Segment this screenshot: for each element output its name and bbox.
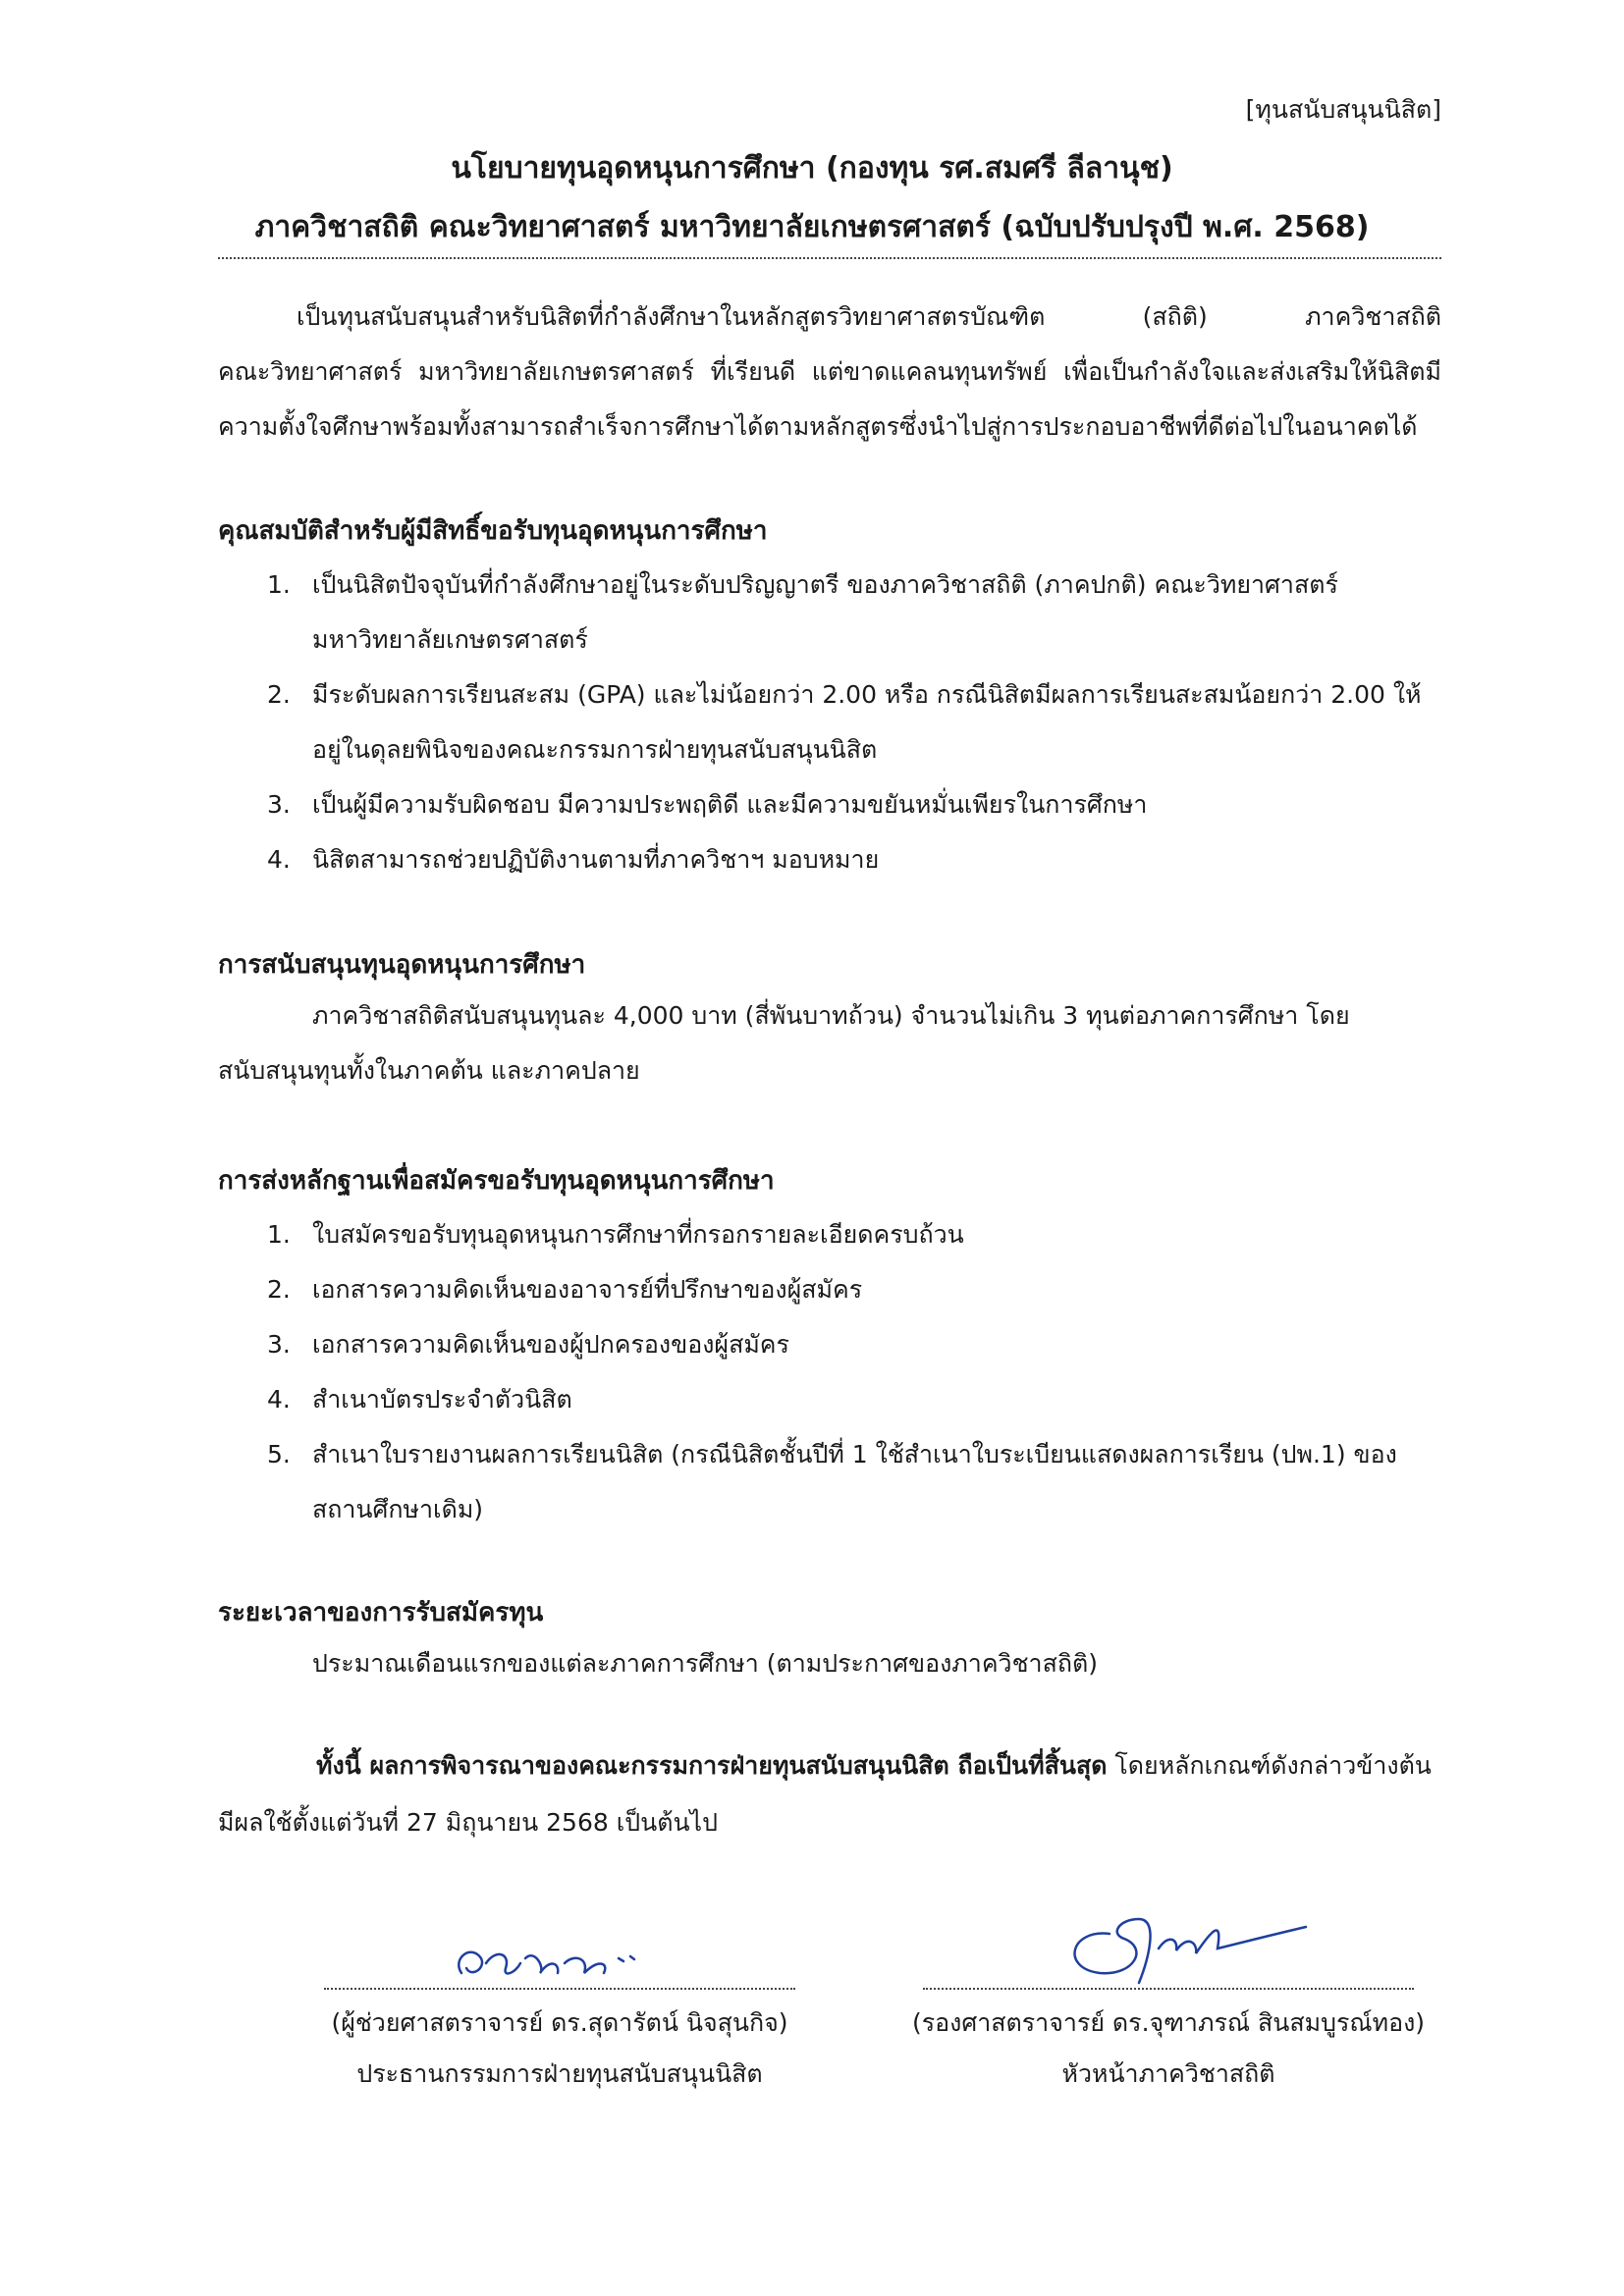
list-item-text: สำเนาบัตรประจำตัวนิสิต: [312, 1385, 572, 1414]
signature-block-head: [893, 1988, 1443, 2100]
documents-heading: การส่งหลักฐานเพื่อสมัครขอรับทุนอุดหนุนการศึกษา: [218, 1166, 775, 1196]
intro-line: เป็นทุนสนับสนุนสำหรับนิสิตที่กำลังศึกษาในหลักสูตรวิทยาศาสตรบัณฑิต (สถิติ) ภาควิชาสถิติ: [297, 302, 1441, 331]
intro-line: คณะวิทยาศาสตร์ มหาวิทยาลัยเกษตรศาสตร์ ที่เรียนดี แต่ขาดแคลนทุนทรัพย์ เพื่อเป็นกำลังใจและส่งเสริมให้นิสิตมี: [218, 357, 1441, 386]
support-text-line1: ภาควิชาสถิติสนับสนุนทุนละ 4,000 บาท (สี่พันบาทถ้วน) จำนวนไม่เกิน 3 ทุนต่อภาคการศึกษา โดย: [312, 1001, 1350, 1030]
signer-position: ประธานกรรมการฝ่ายทุนสนับสนุนนิสิต: [356, 2059, 763, 2088]
list-item-number: 2.: [267, 680, 291, 709]
list-item: [218, 1207, 1441, 1262]
closing-line2: มีผลใช้ตั้งแต่วันที่ 27 มิถุนายน 2568 เป็นต้นไป: [218, 1808, 718, 1837]
list-item-number: 1.: [267, 1220, 291, 1249]
qualifications-list: [218, 558, 1441, 887]
list-item-number: 3.: [267, 790, 291, 819]
signature-block-chair: [314, 1988, 805, 2100]
signature-line: [923, 1988, 1414, 1990]
documents-list: [218, 1207, 1441, 1537]
list-item-number: 3.: [267, 1330, 291, 1359]
signer-name: (รองศาสตราจารย์ ดร.จุฑาภรณ์ สินสมบูรณ์ทอง): [911, 2008, 1426, 2037]
list-item-text: เป็นนิสิตปัจจุบันที่กำลังศึกษาอยู่ในระดับปริญญาตรี ของภาควิชาสถิติ (ภาคปกติ) คณะวิทยาศาสตร์: [312, 570, 1338, 599]
list-item-text: เอกสารความคิดเห็นของผู้ปกครองของผู้สมัคร: [312, 1330, 789, 1359]
document-title-line1: นโยบายทุนอุดหนุนการศึกษา (กองทุน รศ.สมศรี ลีลานุช): [451, 151, 1173, 186]
closing-line1: [218, 1737, 1441, 1794]
list-item: [218, 777, 1441, 832]
list-item-text: มหาวิทยาลัยเกษตรศาสตร์: [312, 625, 588, 654]
list-item-text: นิสิตสามารถช่วยปฏิบัติงานตามที่ภาควิชาฯ มอบหมาย: [312, 845, 880, 874]
list-item: [218, 832, 1441, 887]
signer-position: หัวหน้าภาควิชาสถิติ: [1061, 2059, 1275, 2088]
list-item-text: ใบสมัครขอรับทุนอุดหนุนการศึกษาที่กรอกรายละเอียดครบถ้วน: [312, 1220, 964, 1249]
list-item-text: สำเนาใบรายงานผลการเรียนนิสิต (กรณีนิสิตชั้นปีที่ 1 ใช้สำเนาใบระเบียนแสดงผลการเรียน (ปพ.1) ของ: [312, 1440, 1397, 1468]
list-item: [218, 1317, 1441, 1372]
title-divider: [218, 257, 1441, 259]
support-heading: การสนับสนุนทุนอุดหนุนการศึกษา: [218, 950, 586, 980]
list-item: [218, 558, 1441, 667]
list-item-text: สถานศึกษาเดิม): [312, 1495, 484, 1523]
intro-paragraph: [218, 290, 1441, 454]
list-item-number: 1.: [267, 570, 291, 599]
list-item: [218, 1262, 1441, 1317]
list-item-text: เป็นผู้มีความรับผิดชอบ มีความประพฤติดี และมีความขยันหมั่นเพียรในการศึกษา: [312, 790, 1148, 819]
signer-name: (ผู้ช่วยศาสตราจารย์ ดร.สุดารัตน์ นิจสุนกิจ): [331, 2008, 788, 2037]
document-tag: [ทุนสนับสนุนนิสิต]: [1245, 95, 1441, 124]
list-item-text: อยู่ในดุลยพินิจของคณะกรรมการฝ่ายทุนสนับสนุนนิสิต: [312, 735, 878, 764]
list-item: [218, 1372, 1441, 1427]
list-item-number: 5.: [267, 1440, 291, 1468]
list-item: [218, 1427, 1441, 1537]
closing-bold-text: ทั้งนี้ ผลการพิจารณาของคณะกรรมการฝ่ายทุนสนับสนุนนิสิต ถือเป็นที่สิ้นสุด: [316, 1751, 1108, 1780]
document-title-line2: ภาควิชาสถิติ คณะวิทยาศาสตร์ มหาวิทยาลัยเกษตรศาสตร์ (ฉบับปรับปรุงปี พ.ศ. 2568): [254, 210, 1370, 244]
list-item-number: 4.: [267, 1385, 291, 1414]
period-heading: ระยะเวลาของการรับสมัครทุน: [218, 1598, 544, 1628]
period-text: ประมาณเดือนแรกของแต่ละภาคการศึกษา (ตามประกาศของภาควิชาสถิติ): [312, 1649, 1098, 1678]
list-item-text: เอกสารความคิดเห็นของอาจารย์ที่ปรึกษาของผู้สมัคร: [312, 1275, 863, 1304]
list-item: [218, 667, 1441, 777]
list-item-text: มีระดับผลการเรียนสะสม (GPA) และไม่น้อยกว่า 2.00 หรือ กรณีนิสิตมีผลการเรียนสะสมน้อยกว่า 2.00 ให้: [312, 680, 1422, 709]
intro-line: ความตั้งใจศึกษาพร้อมทั้งสามารถสำเร็จการศึกษาได้ตามหลักสูตรซึ่งนำไปสู่การประกอบอาชีพที่ดีต่อไปในอนาคตได้: [218, 412, 1418, 441]
signature-line: [324, 1988, 795, 1990]
list-item-number: 2.: [267, 1275, 291, 1304]
closing-paragraph: [218, 1737, 1441, 1851]
closing-text: โดยหลักเกณฑ์ดังกล่าวข้างต้น: [1107, 1751, 1432, 1780]
support-text-line2: สนับสนุนทุนทั้งในภาคต้น และภาคปลาย: [218, 1056, 640, 1085]
list-item-number: 4.: [267, 845, 291, 874]
qualifications-heading: คุณสมบัติสำหรับผู้มีสิทธิ์ขอรับทุนอุดหนุนการศึกษา: [218, 516, 768, 546]
